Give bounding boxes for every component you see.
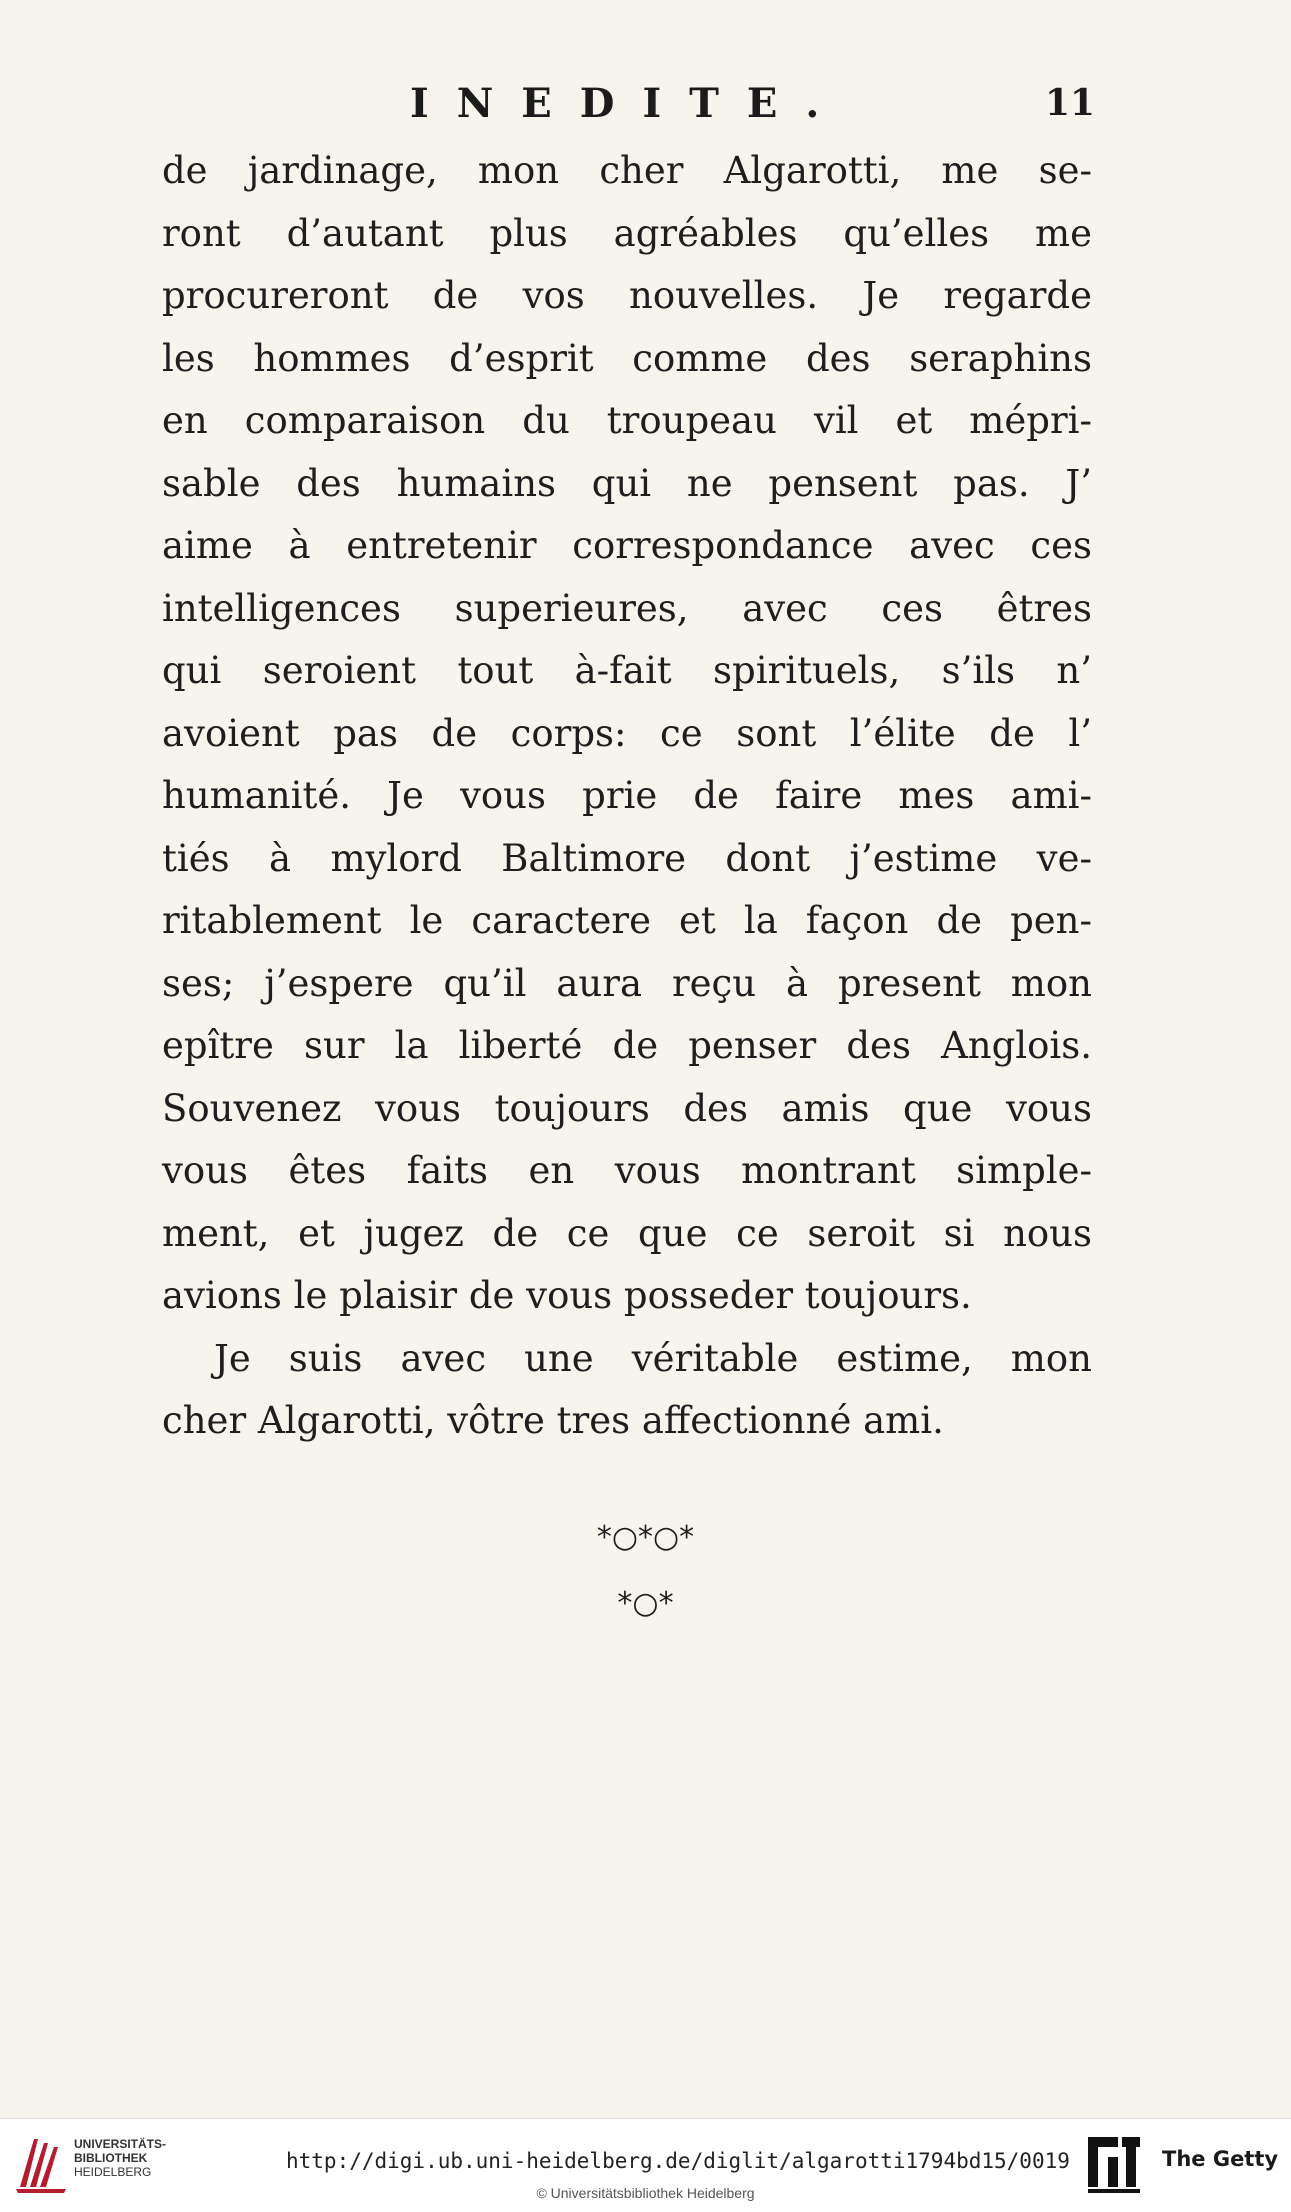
ornament-bottom: *○* <box>617 1586 674 1621</box>
text-line: procureront de vos nouvelles. Je regarde <box>162 274 1092 317</box>
library-name-line: UNIVERSITÄTS- <box>74 2137 167 2151</box>
library-name-line: HEIDELBERG <box>74 2165 152 2179</box>
copyright-notice: © Universitätsbibliothek Heidelberg <box>536 2185 755 2201</box>
text-line: intelligences superieures, avec ces êtres <box>162 586 1092 630</box>
text-line: epître sur la liberté de penser des Anglois. <box>162 1024 1092 1067</box>
text-line: ront d’autant plus agréables qu’elles me <box>162 211 1092 255</box>
running-title: INEDITE. <box>410 80 848 127</box>
library-name-line: BIBLIOTHEK <box>74 2151 148 2165</box>
text-line: en comparaison du troupeau vil et mépri- <box>162 399 1092 442</box>
text-line: ritablement le caractere et la façon de pen- <box>162 899 1092 942</box>
page-header <box>0 80 1291 140</box>
text-line: sable des humains qui ne pensent pas. J’ <box>162 461 1092 505</box>
letter-body <box>162 140 1092 1453</box>
viewer-footer <box>0 2118 1291 2212</box>
text-line: avoient pas de corps: ce sont l’élite de l’ <box>162 711 1092 755</box>
text-line: avions le plaisir de vous posseder toujours. <box>162 1274 972 1317</box>
text-line: aime à entretenir correspondance avec ces <box>162 524 1092 567</box>
partner-name: The Getty <box>1162 2147 1279 2171</box>
text-line: Je suis avec une véritable estime, mon <box>214 1336 1092 1380</box>
text-line: les hommes d’esprit comme des seraphins <box>162 336 1092 380</box>
text-line: vous êtes faits en vous montrant simple- <box>162 1149 1092 1192</box>
getty-logo-icon <box>1086 2135 1142 2197</box>
ornament-top: *○*○* <box>596 1520 695 1555</box>
library-name <box>74 2137 166 2179</box>
text-line: cher Algarotti, vôtre tres affectionné ami. <box>162 1399 944 1442</box>
text-line: humanité. Je vous prie de faire mes ami- <box>162 774 1092 817</box>
text-line: tiés à mylord Baltimore dont j’estime ve- <box>162 836 1092 880</box>
permalink-url[interactable]: http://digi.ub.uni-heidelberg.de/diglit/algarotti1794bd15/0019 <box>286 2149 1070 2173</box>
text-line: de jardinage, mon cher Algarotti, me se- <box>162 149 1092 192</box>
text-line: ment, et jugez de ce que ce seroit si nous <box>162 1211 1092 1255</box>
text-line: ses; j’espere qu’il aura reçu à present mon <box>162 961 1092 1005</box>
page-number: 11 <box>1045 82 1096 124</box>
text-line: qui seroient tout à-fait spirituels, s’ils n’ <box>162 649 1092 692</box>
text-line: Souvenez vous toujours des amis que vous <box>162 1086 1092 1130</box>
